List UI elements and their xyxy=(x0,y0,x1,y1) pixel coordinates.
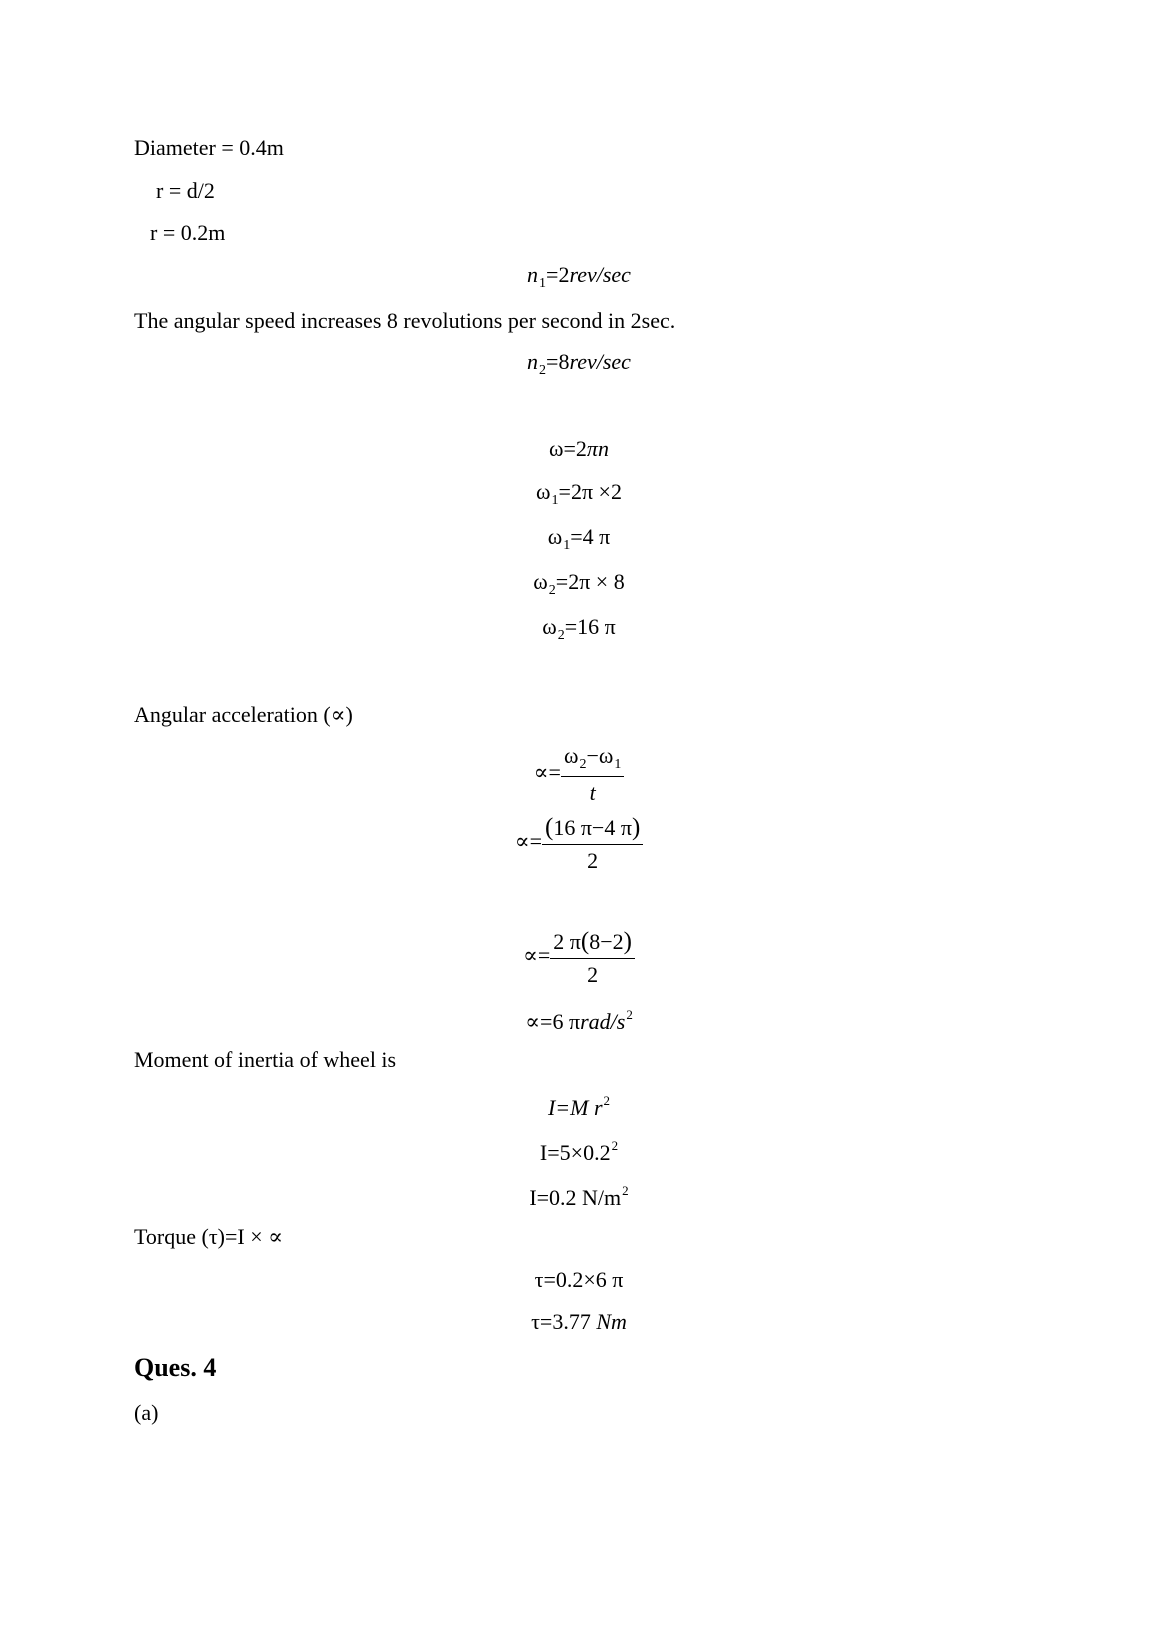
alpha-formula-fraction: $\frac{\omega_2-\omega_1}{t}$ xyxy=(561,745,624,804)
equation-n1: $n_1=2rev/\sec$ xyxy=(527,262,631,291)
equation-omega-general: ω=2πn xyxy=(549,436,609,461)
equation-omega2-value: $\omega_2=16$ π xyxy=(542,614,616,643)
angular-acceleration-heading: Angular acceleration (∝) xyxy=(134,702,353,727)
torque-heading: Torque (τ)=I × ∝ xyxy=(134,1224,284,1249)
diameter-line: Diameter = 0.4m xyxy=(134,135,284,160)
alpha-step2-fraction: $\frac{2 \pi(8-2)}{2}$ xyxy=(550,929,635,986)
speed-increase-statement: The angular speed increases 8 revolutions per second in 2sec. xyxy=(134,308,676,333)
equation-inertia-substitution: $I=5\times 0.2^2$ xyxy=(539,1138,619,1165)
question-heading: Ques. 4 xyxy=(134,1353,217,1382)
alpha-step1-fraction: $\frac{(16 \pi-4 \pi)}{2}$ xyxy=(542,815,643,872)
radius-value-line: r = 0.2m xyxy=(150,220,226,245)
equation-inertia-formula: I=M $r^2$ xyxy=(547,1093,611,1120)
equation-omega2-expression: $\omega_2=2\pi \times 8$ xyxy=(533,569,625,598)
equation-inertia-result: I=0.2 $N/m^2$ xyxy=(529,1183,629,1210)
equation-torque-step: τ=0.2×6 π xyxy=(534,1267,624,1292)
moment-of-inertia-heading: Moment of inertia of wheel is xyxy=(134,1047,397,1072)
equation-torque-result: τ=3.77 Nm xyxy=(531,1309,627,1334)
equation-n2: $n_2=8rev/\sec$ xyxy=(527,349,631,378)
question-part-label: (a) xyxy=(134,1400,159,1425)
equation-alpha-result: ∝=6 πrad/$s^2$ xyxy=(525,1007,633,1034)
equation-alpha-step1: ∝= $\frac{(16 \pi-4 \pi)}{2}$ xyxy=(0,815,1158,872)
equation-alpha-step2: ∝= $\frac{2 \pi(8-2)}{2}$ xyxy=(0,929,1158,986)
equation-omega1-value: $\omega_1=4$ π xyxy=(547,524,611,553)
radius-formula-line: r = d/2 xyxy=(156,178,215,203)
equation-omega1-expression: $\omega_1=2\pi \times 2$ xyxy=(536,479,622,508)
equation-alpha-formula: ∝= $\frac{\omega_2-\omega_1}{t}$ xyxy=(0,745,1158,804)
